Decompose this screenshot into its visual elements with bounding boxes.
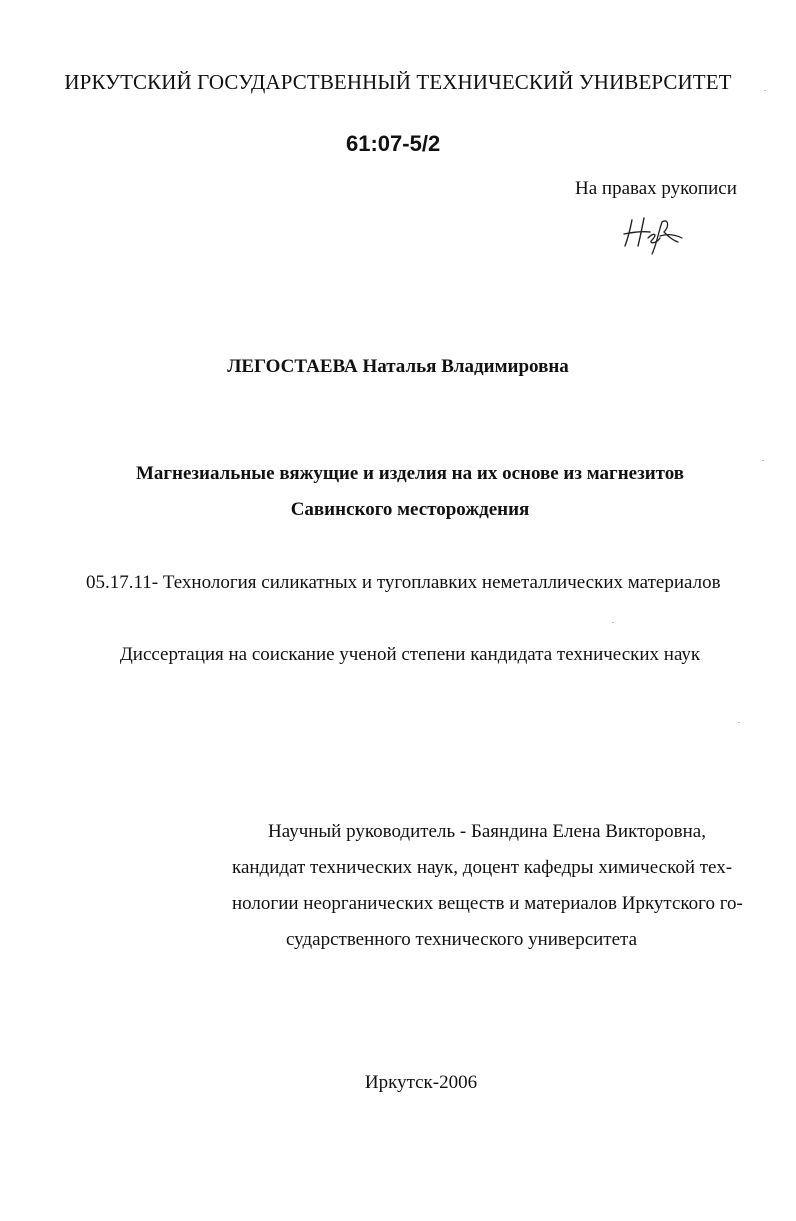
scan-speck bbox=[762, 460, 764, 461]
university-name: ИРКУТСКИЙ ГОСУДАРСТВЕННЫЙ ТЕХНИЧЕСКИЙ УНИВЕРСИТЕТ bbox=[64, 70, 732, 94]
signature-icon bbox=[620, 212, 686, 256]
scan-speck bbox=[612, 622, 614, 623]
city-year: Иркутск-2006 bbox=[364, 1072, 478, 1093]
specialty-code: 05.17.11- Технология силикатных и тугоплавких неметаллических материалов bbox=[86, 572, 721, 593]
rights-note: На правах рукописи bbox=[575, 178, 737, 199]
degree-statement: Диссертация на соискание ученой степени кандидата технических наук bbox=[119, 644, 701, 665]
thesis-title-line-2: Савинского месторождения bbox=[290, 499, 530, 520]
advisor-line-2: кандидат технических наук, доцент кафедры химической тех- bbox=[232, 857, 733, 878]
scan-speck bbox=[738, 722, 740, 723]
advisor-line-3: нологии неорганических веществ и материалов Иркутского го- bbox=[232, 893, 743, 914]
scan-speck bbox=[764, 90, 766, 91]
advisor-line-1: Научный руководитель - Баяндина Елена Викторовна, bbox=[268, 821, 706, 842]
thesis-title-line-1: Магнезиальные вяжущие и изделия на их основе из магнезитов bbox=[135, 463, 685, 484]
catalog-code: 61:07-5/2 bbox=[346, 131, 441, 156]
author-name: ЛЕГОСТАЕВА Наталья Владимировна bbox=[227, 356, 569, 377]
advisor-line-4: сударственного технического университета bbox=[286, 929, 638, 950]
